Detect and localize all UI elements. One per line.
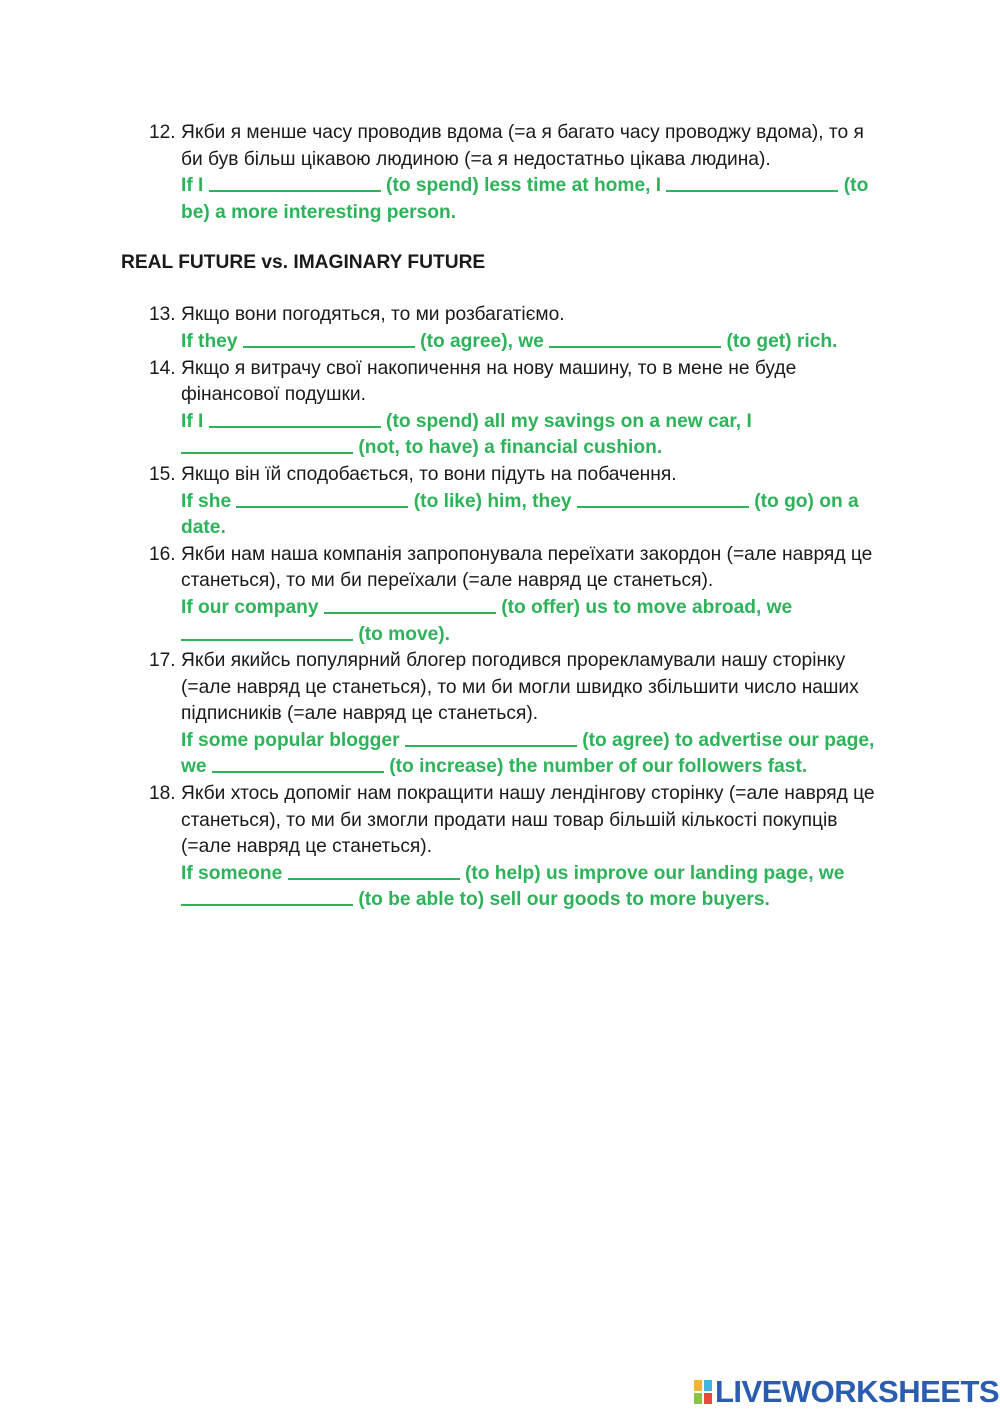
- answer-blank[interactable]: [405, 745, 577, 747]
- answer-blank[interactable]: [549, 346, 721, 348]
- answer-blank[interactable]: [243, 346, 415, 348]
- item-number: 12.: [148, 122, 176, 143]
- ukrainian-sentence: Якби якийсь популярний блогер погодився прорекламували нашу сторінку (=але навряд це станеться), то ми би могли швидко збільшити число наших підписників (=але навряд це станеться).: [181, 650, 859, 725]
- ukrainian-sentence: Якби нам наша компанія запропонувала переїхати закордон (=але навряд це станеться), то ми би переїхали (=але навряд це станеться).: [181, 543, 873, 592]
- english-sentence: If I (to spend) all my savings on a new car, I (not, to have) a financial cushion.: [181, 410, 752, 459]
- english-sentence: If she (to like) him, they (to go) on a date.: [181, 490, 859, 539]
- ukrainian-sentence: Якби я менше часу проводив вдома (=а я багато часу проводжу вдома), то я би був більш цікавою людиною (=а я недостатньо цікава людина).: [181, 122, 864, 170]
- item-number: 15.: [148, 463, 176, 485]
- exercise-item-14: [121, 356, 881, 462]
- answer-blank[interactable]: [181, 904, 353, 906]
- answer-blank[interactable]: [209, 426, 381, 428]
- exercise-item-12: [121, 120, 881, 226]
- answer-blank[interactable]: [236, 506, 408, 508]
- ukrainian-sentence: Якщо він їй сподобається, то вони підуть на побачення.: [181, 463, 677, 485]
- answer-blank[interactable]: [577, 506, 749, 508]
- item-number: 13.: [148, 304, 176, 326]
- english-sentence: If some popular blogger (to agree) to advertise our page, we (to increase) the number of our followers fast.: [181, 729, 875, 778]
- ukrainian-sentence: Якщо я витрачу свої накопичення на нову машину, то в мене не буде фінансової подушки.: [181, 357, 797, 406]
- worksheet-content: [121, 120, 881, 914]
- english-sentence: If they (to agree), we (to get) rich.: [181, 330, 838, 352]
- ukrainian-sentence: Якщо вони погодяться, то ми розбагатіємо.: [181, 304, 565, 326]
- item-number: 17.: [148, 650, 176, 672]
- exercise-item-16: [121, 542, 881, 648]
- section-heading: REAL FUTURE vs. IMAGINARY FUTURE: [121, 252, 486, 274]
- english-sentence: If I (to spend) less time at home, I (to be) a more interesting person.: [181, 175, 869, 223]
- answer-blank[interactable]: [212, 771, 384, 773]
- answer-blank[interactable]: [666, 190, 838, 192]
- exercise-item-15: [121, 462, 881, 542]
- exercise-item-18: [121, 781, 881, 914]
- english-sentence: If our company (to offer) us to move abroad, we (to move).: [181, 596, 793, 645]
- english-sentence: If someone (to help) us improve our landing page, we (to be able to) sell our goods to more buyers.: [181, 862, 845, 911]
- exercise-item-17: [121, 648, 881, 781]
- ukrainian-sentence: Якби хтось допоміг нам покращити нашу лендінгову сторінку (=але навряд це станеться), то ми би змогли продати наш товар більшій кількості покупців (=але навряд це станеться).: [181, 783, 875, 858]
- answer-blank[interactable]: [181, 639, 353, 641]
- exercise-item-13: [121, 302, 881, 355]
- item-number: 14.: [148, 357, 176, 379]
- liveworksheets-logo: [694, 1374, 999, 1410]
- logo-text: LIVEWORKSHEETS: [715, 1374, 1000, 1409]
- answer-blank[interactable]: [209, 190, 381, 192]
- item-number: 18.: [148, 783, 176, 805]
- logo-blocks-icon: [694, 1380, 712, 1404]
- answer-blank[interactable]: [324, 612, 496, 614]
- answer-blank[interactable]: [181, 452, 353, 454]
- item-number: 16.: [148, 543, 176, 565]
- answer-blank[interactable]: [288, 878, 460, 880]
